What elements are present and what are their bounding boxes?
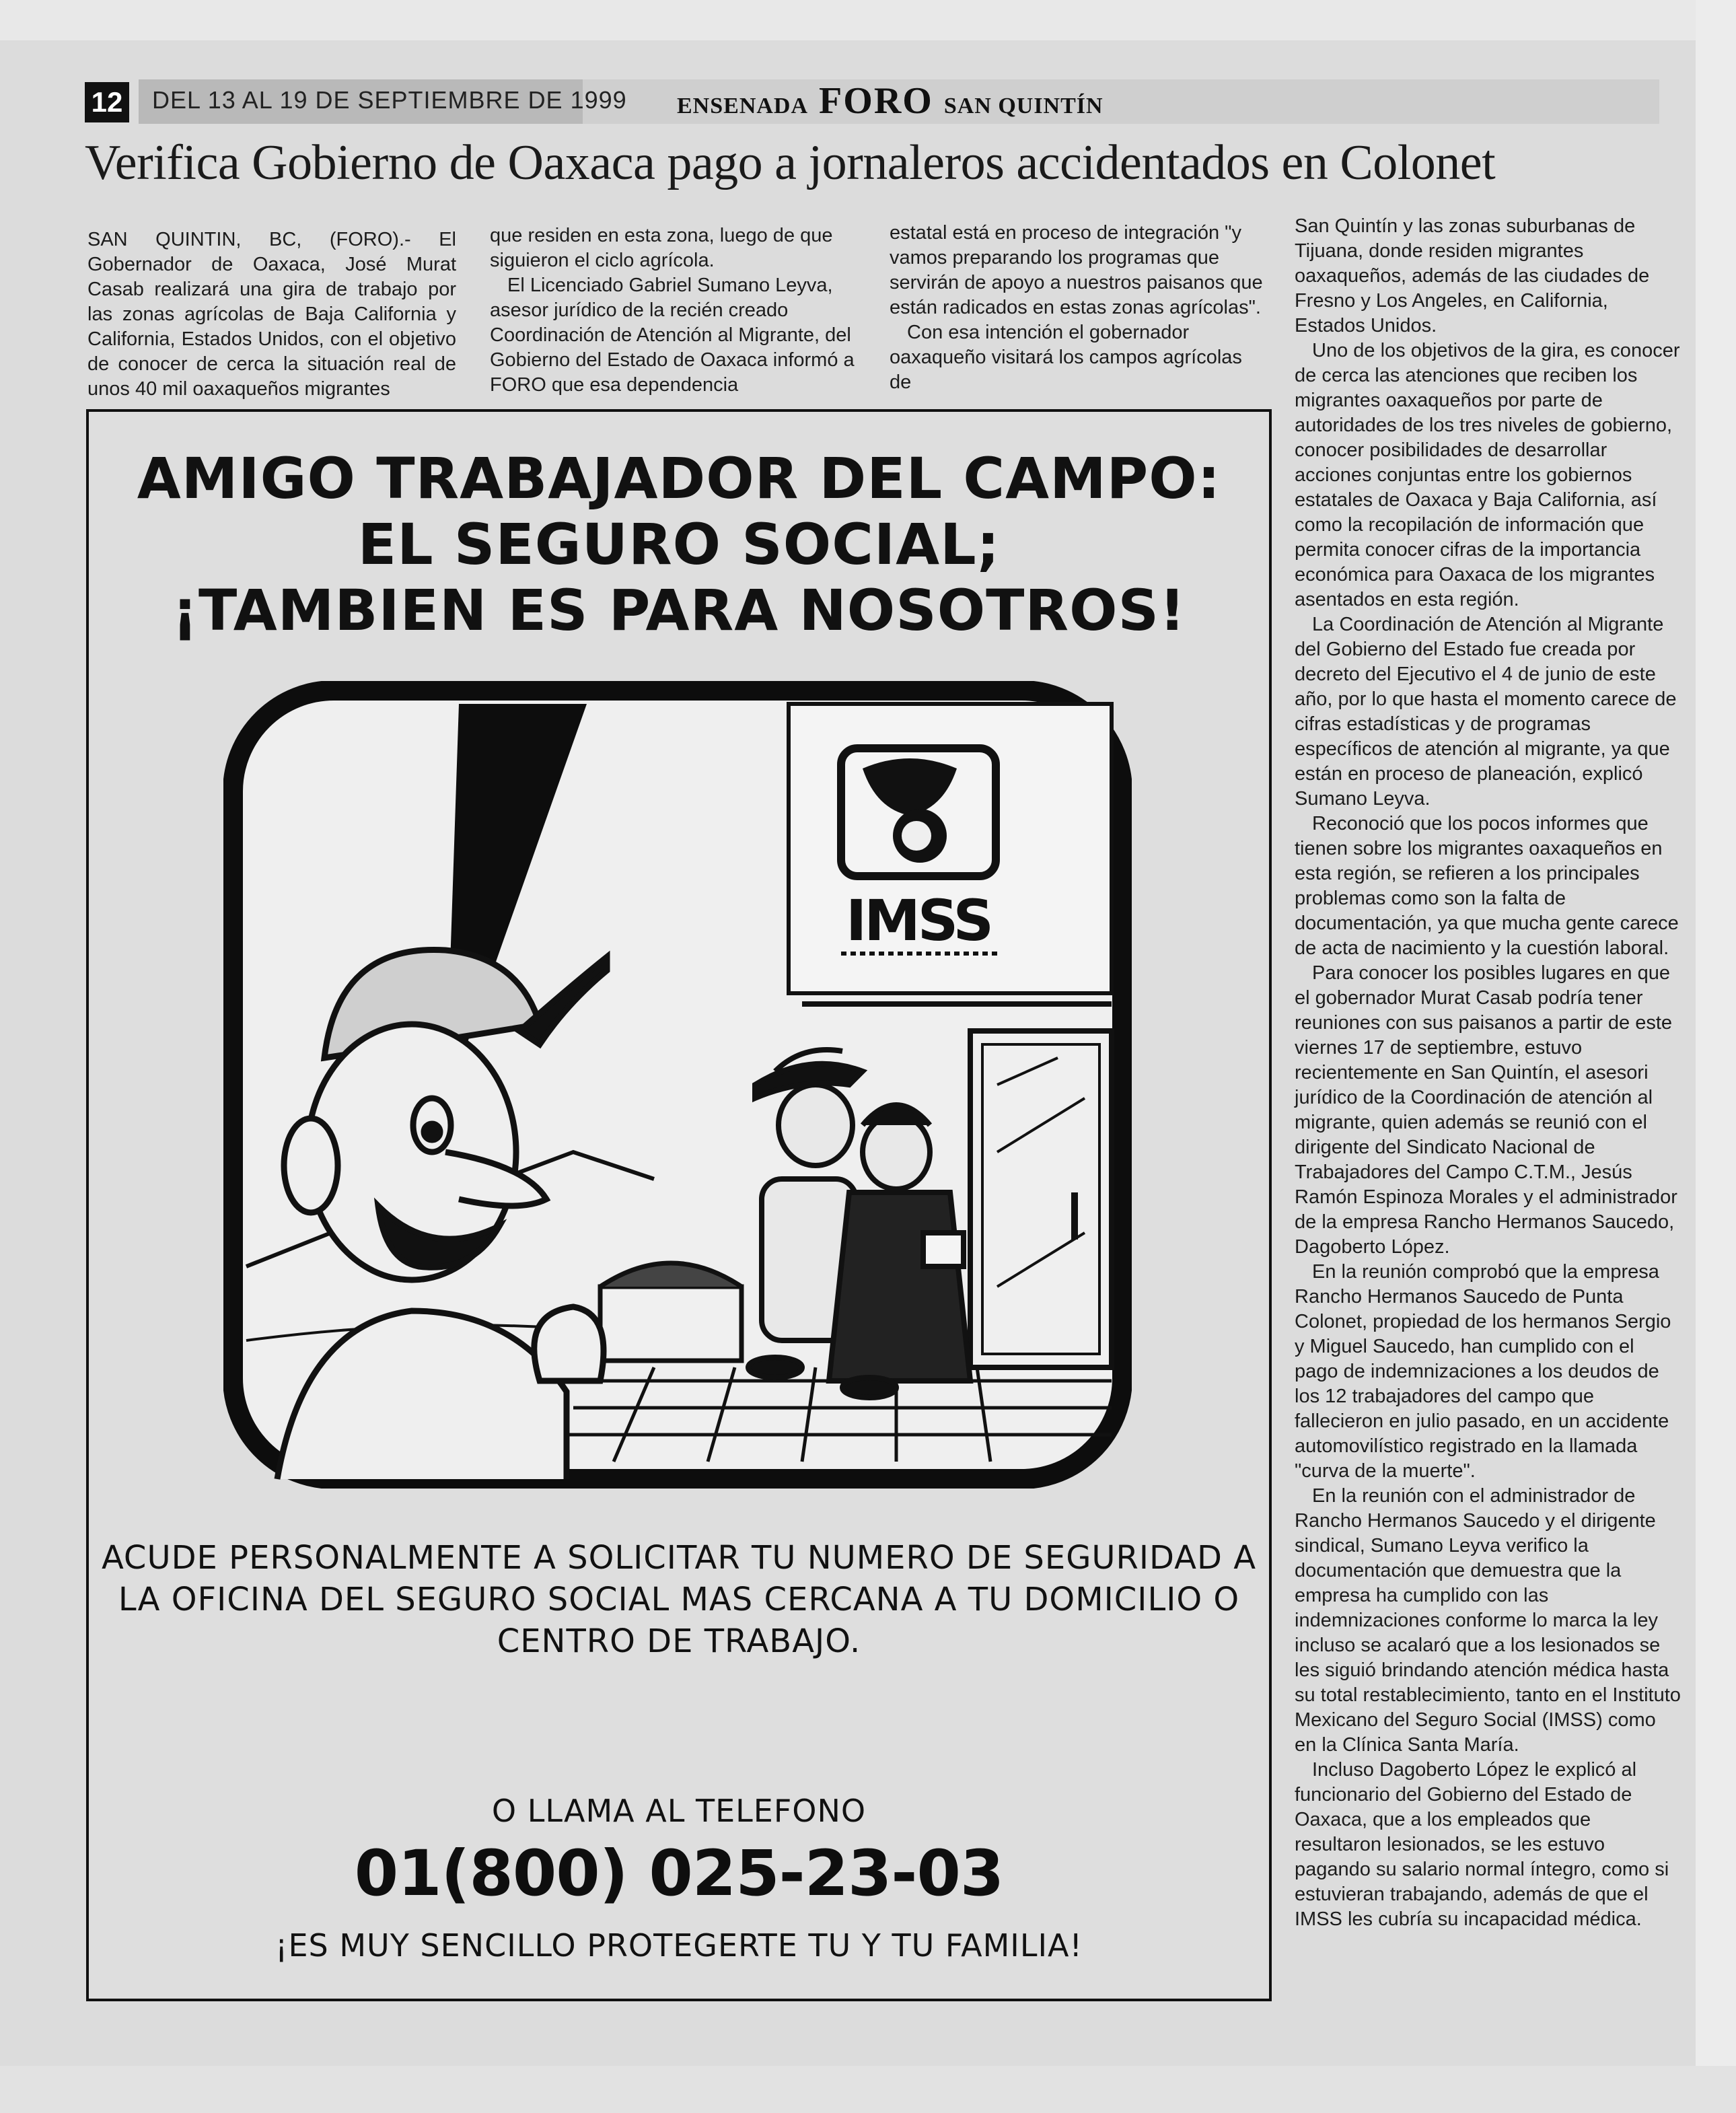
paragraph: Para conocer los posibles lugares en que el gobernador Murat Casab podría tener reuniones con sus paisanos a partir de este viernes 17 de septiembre, estuvo recientemente en San Quintín, el asesori jurídico de la Coordinación de atención al migrante, quien además se reunió con el dirigente del Sindicato Nacional de Trabajadores del Campo C.T.M., Jesús Ramón Espinoza Morales y el administrador de la empresa Rancho Hermanos Saucedo, Dagoberto López. (1295, 962, 1677, 1258)
paragraph: SAN QUINTIN, BC, (FORO).- El Gobernador de Oaxaca, José Murat Casab realizará una gira de trabajo por las zonas agrícolas de Baja California y California, Estados Unidos, con el objetivo de conocer de cerca la situación real de unos 40 mil oaxaqueños migrantes (87, 229, 456, 400)
masthead-right: SAN QUINTÍN (943, 94, 1104, 118)
article-column-3 (890, 221, 1264, 395)
article-column-1 (87, 227, 456, 402)
paragraph: estatal está en proceso de integración "y vamos preparando los programas que servirán de apoyo a nuestros paisanos que están radicados en estas zonas agrícolas". (890, 222, 1263, 318)
ad-tagline: ¡ES MUY SENCILLO PROTEGERTE TU Y TU FAMILIA! (275, 1927, 1083, 1964)
top-margin (0, 0, 1736, 40)
masthead (677, 79, 1104, 122)
imss-logo-text: IMSS (845, 888, 992, 954)
paragraph: Reconoció que los pocos informes que tienen sobre los migrantes oaxaqueños en esta región, se refieren a los principales problemas como son la falta de documentación, ya que mucha gente carece de acta de nacimiento y la cuestión laboral. (1295, 813, 1679, 959)
paragraph: En la reunión comprobó que la empresa Rancho Hermanos Saucedo de Punta Colonet, propiedad de los hermanos Sergio y Miguel Saucedo, han cumplido con el pago de indemnizaciones a los deudos de los 12 trabajadores del campo que fallecieron en julio pasado, en un accidente automovilístico registrado en la llamada "curva de la muerte". (1295, 1261, 1671, 1482)
paragraph: Uno de los objetivos de la gira, es conocer de cerca las atenciones que reciben los migrantes oaxaqueños por parte de autoridades de los tres niveles de gobierno, conocer posibilidades de desarrollar acciones conjuntas entre los gobiernos estatales de Oaxaca y Baja California, así como la recopilación de información que permita conocer cifras de la importancia económica para Oaxaca de los migrantes asentados en esta región. (1295, 340, 1680, 610)
page-number: 12 (85, 82, 129, 122)
issue-date: DEL 13 AL 19 DE SEPTIEMBRE DE 1999 (152, 86, 627, 114)
paragraph: que residen en esta zona, luego de que siguieron el ciclo agrícola. (490, 225, 833, 271)
ad-title-line-1: AMIGO TRABAJADOR DEL CAMPO: (137, 445, 1221, 511)
ad-call-prompt: O LLAMA AL TELEFONO (491, 1793, 867, 1829)
ad-instructions: ACUDE PERSONALMENTE A SOLICITAR TU NUMERO DE SEGURIDAD A LA OFICINA DEL SEGURO SOCIAL MAS CERCANA A TU DOMICILIO O CENTRO DE TRABAJO. (101, 1539, 1257, 1660)
ad-phone-number: 01(800) 025-23-03 (354, 1837, 1004, 1910)
paragraph: El Licenciado Gabriel Sumano Leyva, asesor jurídico de la recién creado Coordinación de Atención al Migrante, del Gobierno del Estado de Oaxaca informó a FORO que esa dependencia (490, 275, 855, 396)
article-headline: Verifica Gobierno de Oaxaca pago a jornaleros accidentados en Colonet (85, 135, 1496, 190)
masthead-left: ENSENADA (677, 94, 809, 118)
produce-basket (600, 1263, 742, 1361)
cartoon-illustration (223, 681, 1132, 1489)
paragraph: San Quintín y las zonas suburbanas de Tijuana, donde residen migrantes oaxaqueños, además de las ciudades de Fresno y Los Angeles, en California, Estados Unidos. (1295, 215, 1650, 336)
bottom-margin (0, 2066, 1736, 2113)
article-column-2 (490, 223, 859, 398)
paragraph: En la reunión con el administrador de Rancho Hermanos Saucedo y el dirigente sindical, Sumano Leyva verifico la documentación que demuestra que la empresa ha cumplido con las indemnizaciones conforme lo marca la ley incluso se acalaró que a los lesionados se les siguió brindando atención médica hasta su total restablecimiento, tanto en el Instituto Mexicano del Seguro Social (IMSS) como en la Clínica Santa María. (1295, 1485, 1681, 1756)
ad-title-line-2: EL SEGURO SOCIAL; (357, 511, 1001, 577)
paragraph: Incluso Dagoberto López le explicó al funcionario del Gobierno del Estado de Oaxaca, que a los empleados que resultaron lesionados, se les estuvo pagando su salario normal íntegro, como si estuvieran trabajando, además de que el IMSS les cubría su incapacidad médica. (1295, 1759, 1669, 1930)
masthead-main: FORO (819, 80, 933, 122)
ad-title-line-3: ¡TAMBIEN ES PARA NOSOTROS! (172, 577, 1186, 643)
paragraph: La Coordinación de Atención al Migrante del Gobierno del Estado fue creada por decreto del Ejecutivo el 4 de junio de este año, por lo que hasta el momento carece de cifras estadísticas y de programas específicos de atención al migrante, ya que están en proceso de planeación, explicó Sumano Leyva. (1295, 614, 1677, 810)
paragraph: Con esa intención el gobernador oaxaqueño visitará los campos agrícolas de (890, 322, 1242, 393)
right-margin (1696, 0, 1736, 2113)
imss-advertisement (86, 409, 1272, 2001)
page-header (85, 79, 1659, 125)
article-column-4 (1295, 214, 1681, 1932)
